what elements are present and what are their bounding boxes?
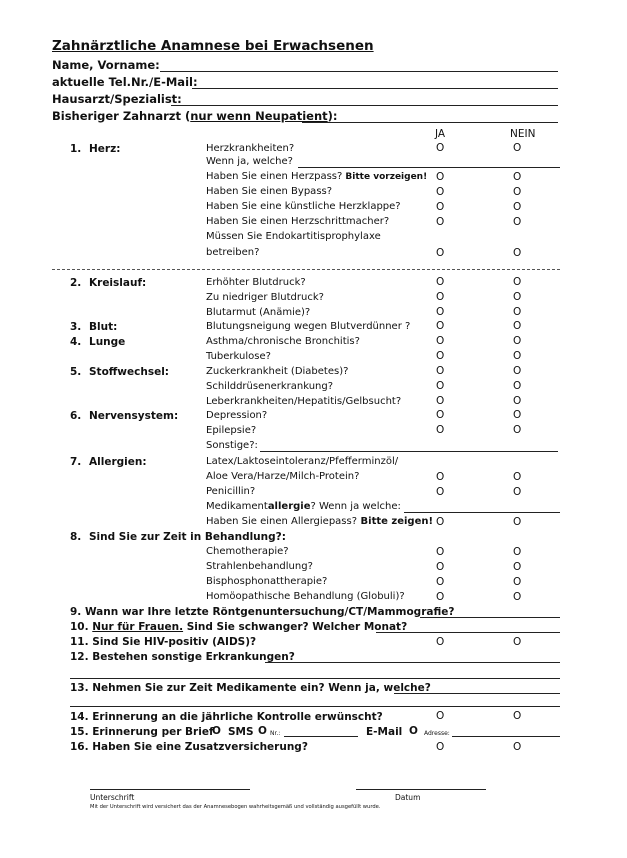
question: Herzkrankheiten? — [206, 143, 295, 154]
yes-option[interactable]: O — [436, 306, 445, 318]
no-option[interactable]: O — [513, 741, 522, 753]
page-title: Zahnärztliche Anamnese bei Erwachsenen — [52, 38, 374, 54]
question: Erhöhter Blutdruck? — [206, 277, 306, 288]
no-option[interactable]: O — [513, 636, 522, 648]
medication-field-2[interactable] — [70, 706, 560, 707]
no-option[interactable]: O — [513, 486, 522, 498]
question: Schilddrüsenerkrankung? — [206, 381, 334, 392]
question-10: 10. Nur für Frauen. Sind Sie schwanger? Welcher Monat? — [70, 621, 408, 633]
other-nervous-field[interactable] — [260, 451, 558, 452]
question: Blutarmut (Anämie)? — [206, 307, 311, 318]
sms-number-field[interactable] — [284, 736, 358, 737]
medication-field[interactable] — [394, 693, 560, 694]
no-column-header: NEIN — [510, 128, 536, 140]
new-patient-note: nur wenn Neupatient — [190, 109, 328, 123]
other-diseases-field[interactable] — [265, 662, 560, 663]
section-num: 1. — [70, 143, 82, 155]
yes-option[interactable]: O — [436, 741, 445, 753]
no-option[interactable]: O — [513, 424, 522, 436]
no-option[interactable]: O — [513, 186, 522, 198]
gp-field[interactable] — [171, 105, 558, 106]
date-label: Datum — [395, 793, 421, 802]
no-option[interactable]: O — [513, 409, 522, 421]
email-label: E-Mail — [366, 726, 403, 738]
gp-label: Hausarzt/Spezialist: — [52, 92, 182, 106]
pregnancy-field[interactable] — [376, 632, 560, 633]
section-num: 8. — [70, 531, 82, 543]
prev-dentist-field[interactable] — [302, 122, 558, 123]
name-field[interactable] — [160, 71, 558, 72]
yes-option[interactable]: O — [436, 424, 445, 436]
yes-option[interactable]: O — [436, 636, 445, 648]
question: Blutungsneigung wegen Blutverdünner ? — [206, 321, 411, 332]
question: Epilepsie? — [206, 425, 257, 436]
prev-dentist-label: Bisheriger Zahnarzt (nur wenn Neupatient): — [52, 109, 338, 123]
question: Medikamentallergie? Wenn ja welche: — [206, 501, 401, 512]
question: Zu niedriger Blutdruck? — [206, 292, 324, 303]
no-option[interactable]: O — [513, 365, 522, 377]
yes-option[interactable]: O — [436, 276, 445, 288]
sms-option[interactable]: O — [258, 725, 267, 737]
question: Haben Sie einen Herzschrittmacher? — [206, 216, 390, 227]
question: Haben Sie einen Herzpass? Bitte vorzeigen! — [206, 171, 428, 182]
question: Wenn ja, welche? — [206, 156, 293, 167]
section-stoffwechsel: Stoffwechsel: — [89, 366, 169, 378]
xray-field[interactable] — [420, 617, 560, 618]
question: Homöopathische Behandlung (Globuli)? — [206, 591, 405, 602]
yes-option[interactable]: O — [436, 546, 445, 558]
no-option[interactable]: O — [513, 171, 522, 183]
question-14: 14. Erinnerung an die jährliche Kontrolle erwünscht? — [70, 711, 383, 723]
no-option[interactable]: O — [513, 516, 522, 528]
yes-option[interactable]: O — [436, 576, 445, 588]
email-address-label: Adresse: — [424, 730, 450, 737]
footer-note: Mit der Unterschrift wird versichert das der Anamnesebogen wahrheitsgemäß und vollständig ausgefüllt wurde. — [90, 804, 381, 810]
email-address-field[interactable] — [452, 736, 560, 737]
yes-option[interactable]: O — [436, 380, 445, 392]
question: Chemotherapie? — [206, 546, 289, 557]
yes-option[interactable]: O — [436, 186, 445, 198]
no-option[interactable]: O — [513, 380, 522, 392]
question-11: 11. Sind Sie HIV-positiv (AIDS)? — [70, 636, 257, 648]
no-option[interactable]: O — [513, 291, 522, 303]
question: Haben Sie einen Bypass? — [206, 186, 333, 197]
yes-option[interactable]: O — [436, 216, 445, 228]
which-heart-field[interactable] — [298, 167, 560, 168]
question: Sonstige?: — [206, 440, 258, 451]
yes-option[interactable]: O — [436, 142, 445, 154]
no-option[interactable]: O — [513, 276, 522, 288]
section-nervensystem: Nervensystem: — [89, 410, 179, 422]
yes-option[interactable]: O — [436, 516, 445, 528]
med-allergy-field[interactable] — [404, 512, 560, 513]
yes-column-header: JA — [435, 128, 446, 140]
question: betreiben? — [206, 247, 260, 258]
no-option[interactable]: O — [513, 471, 522, 483]
sms-number-label: Nr.: — [270, 730, 281, 737]
section-herz: Herz: — [89, 143, 121, 155]
section-lunge: Lunge — [89, 336, 126, 348]
sms-label: SMS — [228, 726, 254, 738]
yes-option[interactable]: O — [436, 350, 445, 362]
other-diseases-field-2[interactable] — [70, 678, 560, 679]
yes-option[interactable]: O — [436, 335, 445, 347]
question: Aloe Vera/Harze/Milch-Protein? — [206, 471, 360, 482]
question-9: 9. Wann war Ihre letzte Röntgenuntersuchung/CT/Mammografie? — [70, 606, 455, 618]
letter-option[interactable]: O — [212, 725, 221, 737]
yes-option[interactable]: O — [436, 395, 445, 407]
section-num: 2. — [70, 277, 82, 289]
no-option[interactable]: O — [513, 395, 522, 407]
question: Penicillin? — [206, 486, 256, 497]
section-num: 6. — [70, 410, 82, 422]
yes-option[interactable]: O — [436, 409, 445, 421]
question-13: 13. Nehmen Sie zur Zeit Medikamente ein? Wenn ja, welche? — [70, 682, 431, 694]
no-option[interactable]: O — [513, 306, 522, 318]
yes-option[interactable]: O — [436, 561, 445, 573]
question: Zuckerkrankheit (Diabetes)? — [206, 366, 349, 377]
no-option[interactable]: O — [513, 335, 522, 347]
question: Haben Sie eine künstliche Herzklappe? — [206, 201, 401, 212]
no-option[interactable]: O — [513, 546, 522, 558]
section-allergien: Allergien: — [89, 456, 147, 468]
email-option[interactable]: O — [409, 725, 418, 737]
question: Haben Sie einen Allergiepass? Bitte zeigen! — [206, 516, 434, 527]
phone-label: aktuelle Tel.Nr./E-Mail: — [52, 75, 198, 89]
question: Depression? — [206, 410, 268, 421]
question-12: 12. Bestehen sonstige Erkrankungen? — [70, 651, 295, 663]
question-15: 15. Erinnerung per Brief — [70, 726, 214, 738]
section-divider — [52, 269, 560, 270]
question: Strahlenbehandlung? — [206, 561, 313, 572]
section-num: 4. — [70, 336, 82, 348]
no-option[interactable]: O — [513, 710, 522, 722]
yes-option[interactable]: O — [436, 291, 445, 303]
yes-option[interactable]: O — [436, 486, 445, 498]
phone-field[interactable] — [192, 88, 558, 89]
name-label: Name, Vorname: — [52, 58, 160, 72]
section-num: 7. — [70, 456, 82, 468]
no-option[interactable]: O — [513, 591, 522, 603]
yes-option[interactable]: O — [436, 591, 445, 603]
no-option[interactable]: O — [513, 216, 522, 228]
question: Asthma/chronische Bronchitis? — [206, 336, 360, 347]
no-option[interactable]: O — [513, 247, 522, 259]
question: Bisphosphonattherapie? — [206, 576, 328, 587]
yes-option[interactable]: O — [436, 710, 445, 722]
question: Müssen Sie Endokartitisprophylaxe — [206, 231, 381, 242]
question: Tuberkulose? — [206, 351, 271, 362]
no-option[interactable]: O — [513, 350, 522, 362]
yes-option[interactable]: O — [436, 171, 445, 183]
yes-option[interactable]: O — [436, 247, 445, 259]
yes-option[interactable]: O — [436, 201, 445, 213]
section-behandlung: Sind Sie zur Zeit in Behandlung?: — [89, 531, 286, 543]
no-option[interactable]: O — [513, 201, 522, 213]
question: Leberkrankheiten/Hepatitis/Gelbsucht? — [206, 396, 402, 407]
section-num: 3. — [70, 321, 82, 333]
signature-label: Unterschrift — [90, 793, 135, 802]
yes-option[interactable]: O — [436, 471, 445, 483]
no-option[interactable]: O — [513, 561, 522, 573]
signature-line[interactable] — [90, 789, 250, 790]
date-line[interactable] — [356, 789, 486, 790]
section-num: 5. — [70, 366, 82, 378]
question-16: 16. Haben Sie eine Zusatzversicherung? — [70, 741, 308, 753]
yes-option[interactable]: O — [436, 365, 445, 377]
no-option[interactable]: O — [513, 320, 522, 332]
section-blut: Blut: — [89, 321, 118, 333]
question: Latex/Laktoseintoleranz/Pfefferminzöl/ — [206, 456, 399, 467]
yes-option[interactable]: O — [436, 320, 445, 332]
no-option[interactable]: O — [513, 576, 522, 588]
no-option[interactable]: O — [513, 142, 522, 154]
section-kreislauf: Kreislauf: — [89, 277, 147, 289]
